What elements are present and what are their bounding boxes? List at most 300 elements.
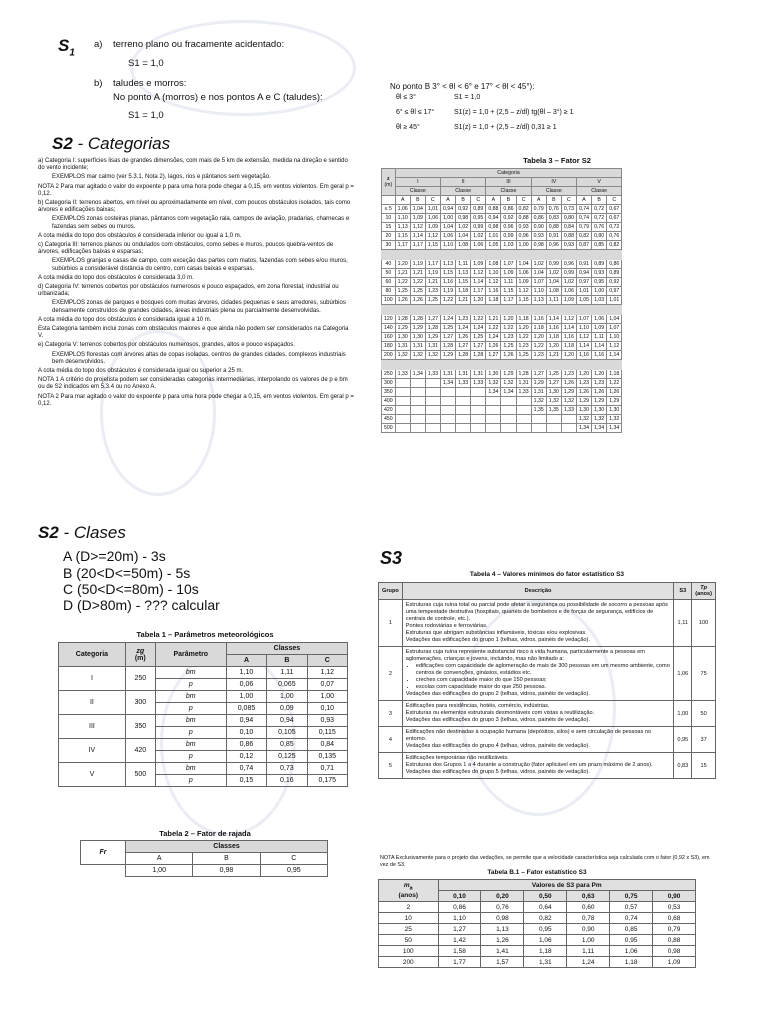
- s2-value: 1,27: [456, 342, 471, 351]
- s2-value: [410, 397, 425, 406]
- p-value: 0,12: [226, 751, 266, 763]
- s2-value: 0,89: [592, 260, 607, 269]
- s2-value: 1,14: [607, 351, 622, 360]
- s2-value: 1,04: [607, 315, 622, 324]
- s1-a-text: terreno plano ou fracamente acidentado:: [113, 39, 285, 50]
- s2-value: 1,18: [516, 315, 531, 324]
- s2-value: 1,11: [456, 260, 471, 269]
- s2-value: 0,89: [607, 269, 622, 278]
- p-label: p: [155, 775, 226, 787]
- s2-value: 1,35: [531, 406, 546, 415]
- zg-value: 350: [125, 715, 155, 739]
- descricao-cell: [402, 753, 674, 779]
- s2-value: 1,04: [546, 278, 561, 287]
- s2-value: 1,07: [501, 260, 516, 269]
- s2-value: 1,22: [607, 379, 622, 388]
- s2-value: [501, 415, 516, 424]
- s2-value: [410, 424, 425, 433]
- s2-value: 1,31: [440, 370, 455, 379]
- s2-value: 1,33: [395, 370, 410, 379]
- s2-value: 1,13: [531, 296, 546, 305]
- bm-value: 0,71: [307, 763, 347, 775]
- s2-value: 1,14: [410, 232, 425, 241]
- s2-value: 1,22: [471, 315, 486, 324]
- s2-value: 0,96: [546, 241, 561, 250]
- grupo-value: 3: [379, 701, 403, 727]
- s2-value: [440, 424, 455, 433]
- pm-header: 0,90: [653, 891, 696, 902]
- s2-value: [410, 379, 425, 388]
- s2-value: 1,06: [471, 241, 486, 250]
- s2-value: [471, 424, 486, 433]
- s2-value: 1,31: [516, 379, 531, 388]
- classe-header: Classe: [486, 187, 531, 196]
- categoria-cell: III: [486, 178, 531, 187]
- pointB-formula: S1(z) = 1,0 + (2,5 – z/dl) 0,31 ≥ 1: [454, 124, 557, 131]
- s2-value: 1,09: [561, 296, 576, 305]
- fr-value: 0,95: [260, 865, 327, 877]
- classe-letter: B: [410, 196, 425, 205]
- s2-value: 0,92: [501, 214, 516, 223]
- descricao-line: Edificações temporárias não reutilizáveis.: [405, 755, 509, 761]
- s2-value: 1,19: [440, 287, 455, 296]
- s2-value: 1,26: [576, 388, 591, 397]
- s3-value: 0,95: [524, 924, 567, 935]
- bm-label: bm: [155, 739, 226, 751]
- s2-value: 0,79: [576, 223, 591, 232]
- s3-value: 0,82: [524, 913, 567, 924]
- categoria-paragraph: A cota média do topo dos obstáculos é considerada inferior ou igual a 1,0 m.: [38, 232, 242, 239]
- s2-value: 1,18: [607, 370, 622, 379]
- s2-value: 0,72: [607, 223, 622, 232]
- pointB-cond: θl ≤ 3°: [396, 94, 416, 101]
- s2-value: 1,24: [440, 315, 455, 324]
- s2-value: 0,73: [561, 205, 576, 214]
- s2-value: 1,31: [425, 342, 440, 351]
- s3-value: 0,64: [524, 902, 567, 913]
- s2-value: 0,67: [607, 205, 622, 214]
- s2-value: 1,04: [440, 223, 455, 232]
- s2-value: 1,17: [425, 260, 440, 269]
- s3-value: 1,57: [481, 957, 524, 968]
- s2-value: 0,92: [607, 278, 622, 287]
- s2-value: 1,32: [546, 397, 561, 406]
- class-c: C: [260, 853, 327, 865]
- classe-letter: C: [607, 196, 622, 205]
- s2-value: 0,86: [501, 205, 516, 214]
- s2-value: 1,21: [546, 351, 561, 360]
- bm-label: bm: [155, 691, 226, 703]
- categorias-text: [38, 158, 354, 410]
- s2-value: 1,30: [486, 370, 501, 379]
- s2-value: 1,17: [471, 287, 486, 296]
- descricao-line: Pontes rodoviárias e ferroviárias.: [405, 623, 488, 629]
- s2-value: [501, 424, 516, 433]
- s2-value: 0,86: [607, 260, 622, 269]
- tp-value: 15: [692, 753, 716, 779]
- s2-value: 0,80: [561, 214, 576, 223]
- s2-value: 0,92: [456, 205, 471, 214]
- s2-value: 1,32: [592, 415, 607, 424]
- s1-a-label: a): [94, 39, 103, 50]
- s2-value: [425, 406, 440, 415]
- bm-label: bm: [155, 715, 226, 727]
- s3-value: 1,27: [438, 924, 481, 935]
- classes-header: Classes: [126, 841, 328, 853]
- s3-heading: S3: [380, 548, 403, 568]
- s2-value: 1,16: [440, 278, 455, 287]
- s3-value: 1,58: [438, 946, 481, 957]
- s2-value: 1,10: [395, 214, 410, 223]
- s2-value: [531, 415, 546, 424]
- s3-value: 1,06: [524, 935, 567, 946]
- descricao-line: Estruturas cuja ruína total ou parcial pode afetar a segurança ou possibilidade de socorro a pessoas após uma tempestade destrutiva (hospitais, quartéis de bombeiros e de forças de segurança, edifícios de centrais de controle, etc.).: [405, 602, 668, 622]
- blank-cell: [382, 196, 396, 205]
- s3-value: 0,57: [610, 902, 653, 913]
- descricao-cell: [402, 727, 674, 753]
- z-value: 30: [382, 241, 396, 250]
- s2-value: [395, 415, 410, 424]
- s2-value: 1,03: [592, 296, 607, 305]
- tp-header: Tp (anos): [692, 583, 716, 600]
- s2-value: 1,28: [456, 351, 471, 360]
- s2-value: 1,32: [561, 397, 576, 406]
- s2-value: 1,12: [607, 342, 622, 351]
- s2-value: 1,11: [546, 296, 561, 305]
- s2-value: 0,96: [516, 232, 531, 241]
- s2-value: 1,05: [576, 296, 591, 305]
- s2-value: 0,96: [501, 223, 516, 232]
- s2-value: 1,21: [456, 296, 471, 305]
- s3-value: 0,88: [653, 935, 696, 946]
- classe-letter: C: [307, 655, 347, 667]
- s2-value: 0,67: [607, 214, 622, 223]
- categoria-paragraph: EXEMPLOS zonas de parques e bosques com muitas árvores, cidades pequenas e seus arredores, subúrbios densamente construídos de grandes cidades, áreas industriais plena ou parcialmente desenvolvidas.: [52, 300, 346, 314]
- class-line: A (D>=20m) - 3s: [63, 548, 166, 564]
- p-value: 0,09: [267, 703, 307, 715]
- s3-value: 1,24: [567, 957, 610, 968]
- s2-value: 1,31: [456, 370, 471, 379]
- s2-value: 1,01: [607, 296, 622, 305]
- s2-value: 1,26: [456, 333, 471, 342]
- s2-value: 1,33: [471, 379, 486, 388]
- s2-value: 1,15: [395, 232, 410, 241]
- s2-value: 0,76: [607, 232, 622, 241]
- s2-value: 1,26: [486, 342, 501, 351]
- bm-value: 0,93: [307, 715, 347, 727]
- s2-value: 1,07: [607, 324, 622, 333]
- s2-value: 1,07: [576, 315, 591, 324]
- zg-value: 250: [125, 667, 155, 691]
- s2-value: 1,02: [456, 223, 471, 232]
- s3-value: 1,26: [481, 935, 524, 946]
- s2-value: 1,10: [531, 287, 546, 296]
- p-value: 0,065: [267, 679, 307, 691]
- categoria-paragraph: EXEMPLOS mar calmo (ver 5.3.1, Nota 2), lagos, rios e pântanos sem vegetação.: [52, 174, 271, 181]
- s2-value: 0,99: [561, 269, 576, 278]
- s2-value: 1,08: [546, 287, 561, 296]
- bm-value: 0,73: [267, 763, 307, 775]
- tp-value: 75: [692, 647, 716, 701]
- s2-value: 0,82: [516, 205, 531, 214]
- s3-value: 0,53: [653, 902, 696, 913]
- s2-value: 1,00: [516, 241, 531, 250]
- tableB1: [378, 879, 696, 968]
- s2-value: 1,05: [486, 241, 501, 250]
- s2-value: 1,18: [561, 342, 576, 351]
- z-value: 500: [382, 424, 396, 433]
- s2-value: 0,98: [486, 223, 501, 232]
- s2-value: 1,23: [425, 287, 440, 296]
- s2-value: 1,01: [425, 205, 440, 214]
- s2-value: 1,13: [456, 269, 471, 278]
- s3-value: 0,98: [653, 946, 696, 957]
- s2-value: 1,34: [410, 370, 425, 379]
- s2-value: 1,09: [471, 260, 486, 269]
- s2-value: 1,09: [425, 223, 440, 232]
- s2-value: 1,28: [440, 342, 455, 351]
- s2-value: 1,06: [440, 232, 455, 241]
- s2-value: 1,19: [410, 260, 425, 269]
- grupo-header: Grupo: [379, 583, 403, 600]
- s2-value: 1,29: [607, 397, 622, 406]
- s2-value: 0,98: [531, 241, 546, 250]
- s2-value: [501, 406, 516, 415]
- s2-value: 1,27: [425, 315, 440, 324]
- s2-value: 1,25: [410, 287, 425, 296]
- categoria-value: II: [59, 691, 126, 715]
- s2-value: 1,14: [592, 342, 607, 351]
- s2-value: 0,91: [546, 232, 561, 241]
- classe-letter: C: [425, 196, 440, 205]
- categoria-paragraph: NOTA 2 Para mar agitado o valor do expoente p para uma hora pode chegar a 0,15, em ventos violentos. Em geral p = 0,12.: [38, 393, 354, 407]
- classe-header: Classe: [576, 187, 621, 196]
- categoria-paragraph: A cota média do topo dos obstáculos é considerada igual ou superior a 25 m.: [38, 368, 244, 375]
- s2-value: [456, 424, 471, 433]
- s3-value: 1,10: [438, 913, 481, 924]
- bm-value: 1,00: [267, 691, 307, 703]
- s2-value: 1,02: [531, 260, 546, 269]
- z-value: 20: [382, 232, 396, 241]
- bm-value: 1,10: [226, 667, 266, 679]
- pointB-title: No ponto B 3° < θl < 6° e 17° < θl < 45°):: [390, 82, 535, 91]
- s2-value: [410, 406, 425, 415]
- pointB-formula: S1(z) = 1,0 + (2,5 – z/dl) tg(θl – 3°) ≥ 1: [454, 109, 574, 116]
- s3-value: 0,76: [481, 902, 524, 913]
- s2-value: [546, 415, 561, 424]
- classe-letter: B: [267, 655, 307, 667]
- s2-value: [456, 397, 471, 406]
- s2-value: 1,02: [561, 278, 576, 287]
- s2-value: 0,82: [576, 232, 591, 241]
- s2-value: [410, 388, 425, 397]
- s2-value: 1,21: [425, 278, 440, 287]
- m-value: 25: [379, 924, 439, 935]
- fr-value: 0,98: [193, 865, 260, 877]
- s2-value: 1,02: [471, 232, 486, 241]
- s2-value: 1,15: [501, 287, 516, 296]
- descricao-line: Vedações das edificações do grupo 2 (telhas, vidros, painéis de vedação).: [405, 691, 590, 697]
- bm-value: 1,00: [307, 691, 347, 703]
- s3-value: 1,77: [438, 957, 481, 968]
- categoria-paragraph: EXEMPLOS zonas costeiras planas, pântanos com vegetação rala, campos de aviação, pradarias, charnecas e fazendas sem sebes ou muros.: [52, 216, 350, 230]
- s2-value: 1,30: [592, 406, 607, 415]
- s3-value: 1,06: [674, 647, 692, 701]
- s2-value: 1,24: [456, 324, 471, 333]
- s2-value: [486, 397, 501, 406]
- s2-value: 0,76: [592, 223, 607, 232]
- s2-value: 1,17: [410, 241, 425, 250]
- descricao-line: Estruturas cuja ruína represente substancial risco à vida humana, particularmente a pessoas em aglomerações, crianças e jovens, incluindo, mas não limitado a:: [405, 649, 645, 662]
- bm-value: 0,85: [267, 739, 307, 751]
- classe-letter: A: [531, 196, 546, 205]
- s3-header: S3: [674, 583, 692, 600]
- s2-value: 1,06: [516, 269, 531, 278]
- s2-value: 1,18: [546, 333, 561, 342]
- s3-value: 1,42: [438, 935, 481, 946]
- s2-value: 1,20: [592, 370, 607, 379]
- s2-value: 1,25: [516, 351, 531, 360]
- pointB-cond: θl ≥ 45°: [396, 124, 420, 131]
- s2-value: 1,09: [592, 324, 607, 333]
- s2-value: 0,84: [561, 223, 576, 232]
- bm-value: 1,00: [226, 691, 266, 703]
- m-value: 50: [379, 935, 439, 946]
- s2-value: 1,18: [531, 324, 546, 333]
- s2-value: [456, 388, 471, 397]
- s2-value: 0,89: [471, 205, 486, 214]
- s2-value: 1,11: [501, 278, 516, 287]
- s2-value: 1,22: [516, 333, 531, 342]
- classe-header: Classe: [440, 187, 485, 196]
- m-header: $m_a$ (anos): [379, 880, 439, 902]
- table3: [381, 168, 622, 433]
- s2-value: 1,26: [501, 351, 516, 360]
- classe-letter: B: [546, 196, 561, 205]
- s2-value: 1,21: [410, 269, 425, 278]
- s2-value: 1,10: [440, 241, 455, 250]
- s1-b-text: taludes e morros:: [113, 78, 187, 89]
- grupo-value: 4: [379, 727, 403, 753]
- table4: [378, 582, 716, 779]
- descricao-line: Estruturas ou elementos estruturais desmontáveis com vistas a reutilização.: [405, 710, 595, 716]
- s2-value: 0,79: [531, 205, 546, 214]
- s2-value: [440, 388, 455, 397]
- s2-value: 0,93: [516, 223, 531, 232]
- s2-value: 1,17: [395, 241, 410, 250]
- s2-value: 0,93: [561, 241, 576, 250]
- categoria-paragraph: NOTA 1 A critério do projetista podem ser consideradas categorias intermediárias, interpolando os valores de p e bm ou de S2 indicados em 5.3.4 ou no Anexo A.: [38, 377, 348, 391]
- s2-value: 1,14: [561, 324, 576, 333]
- s2-value: 1,06: [395, 205, 410, 214]
- s2-value: 1,22: [440, 296, 455, 305]
- descricao-line: Vedações das edificações do grupo 1 (telhas, vidros, painéis de vedação).: [405, 637, 590, 643]
- table4-note: NOTA Exclusivamente para o projeto das vedações, se permite que a velocidade característica seja calculada com o fator (0,92 x S3), em vez de S3.: [380, 855, 710, 868]
- s2-value: 1,34: [576, 424, 591, 433]
- s3-value: 1,11: [674, 600, 692, 647]
- z-value: 450: [382, 415, 396, 424]
- z-value: 200: [382, 351, 396, 360]
- s2-value: 1,20: [471, 296, 486, 305]
- bm-value: 0,94: [226, 715, 266, 727]
- s2-value: 1,33: [425, 370, 440, 379]
- p-label: p: [155, 703, 226, 715]
- classe-letter: B: [592, 196, 607, 205]
- s2-value: 1,26: [395, 296, 410, 305]
- z-value: 140: [382, 324, 396, 333]
- s2-value: 1,28: [410, 315, 425, 324]
- fr-label: Fr: [81, 841, 126, 865]
- s2-value: 1,10: [607, 333, 622, 342]
- s2-value: 1,15: [425, 241, 440, 250]
- s2-value: 0,76: [546, 205, 561, 214]
- s2-value: 1,31: [531, 388, 546, 397]
- s2-value: 0,83: [546, 214, 561, 223]
- z-value: 160: [382, 333, 396, 342]
- bm-label: bm: [155, 667, 226, 679]
- bm-value: 0,84: [307, 739, 347, 751]
- s2-value: [471, 397, 486, 406]
- s2-value: [471, 415, 486, 424]
- table2: [80, 840, 328, 877]
- z-value: ≤ 5: [382, 205, 396, 214]
- grupo-value: 2: [379, 647, 403, 701]
- s2-value: 1,26: [592, 388, 607, 397]
- grupo-value: 1: [379, 600, 403, 647]
- p-value: 0,105: [267, 727, 307, 739]
- z-value: 15: [382, 223, 396, 232]
- z-value: 420: [382, 406, 396, 415]
- s2-value: 1,20: [576, 370, 591, 379]
- s2-value: 1,23: [456, 315, 471, 324]
- classe-letter: A: [226, 655, 266, 667]
- categoria-paragraph: e) Categoria V: terrenos cobertos por obstáculos numerosos, grandes, altos e pouco espaçados.: [38, 342, 295, 349]
- s2-value: 1,12: [425, 232, 440, 241]
- s2-value: 1,11: [592, 333, 607, 342]
- s2-value: [561, 424, 576, 433]
- fr-value: 1,00: [126, 865, 193, 877]
- s2-value: 1,07: [531, 278, 546, 287]
- parametro-header: Parâmetro: [155, 643, 226, 667]
- descricao-bullets: [406, 663, 671, 691]
- s2-value: 1,10: [576, 324, 591, 333]
- s3-value: 1,00: [567, 935, 610, 946]
- s2-value: 1,20: [546, 342, 561, 351]
- s2-value: 1,25: [395, 287, 410, 296]
- s3-value: 1,00: [674, 701, 692, 727]
- s2-value: 1,16: [576, 351, 591, 360]
- p-label: p: [155, 679, 226, 691]
- classe-letter: A: [486, 196, 501, 205]
- p-value: 0,16: [267, 775, 307, 787]
- s2-value: 0,93: [592, 269, 607, 278]
- s3-value: 0,60: [567, 902, 610, 913]
- s2-value: 1,00: [440, 214, 455, 223]
- s2-value: 1,34: [501, 388, 516, 397]
- s2-value: 1,20: [516, 324, 531, 333]
- s2-value: [395, 388, 410, 397]
- classes-header: Classes: [226, 643, 347, 655]
- s2-value: 0,95: [471, 214, 486, 223]
- s2-value: 1,04: [456, 232, 471, 241]
- s3-value: 0,98: [481, 913, 524, 924]
- s2-value: 1,34: [607, 424, 622, 433]
- bm-value: 1,12: [307, 667, 347, 679]
- s2-value: 1,32: [531, 397, 546, 406]
- s2-clases-heading: S2 - Clases: [38, 523, 126, 542]
- z-value: 400: [382, 397, 396, 406]
- categoria-paragraph: a) Categoria I: superfícies lisas de grandes dimensões, com mais de 5 km de extensão, medida na direção e sentido do vento incidente;: [38, 158, 348, 172]
